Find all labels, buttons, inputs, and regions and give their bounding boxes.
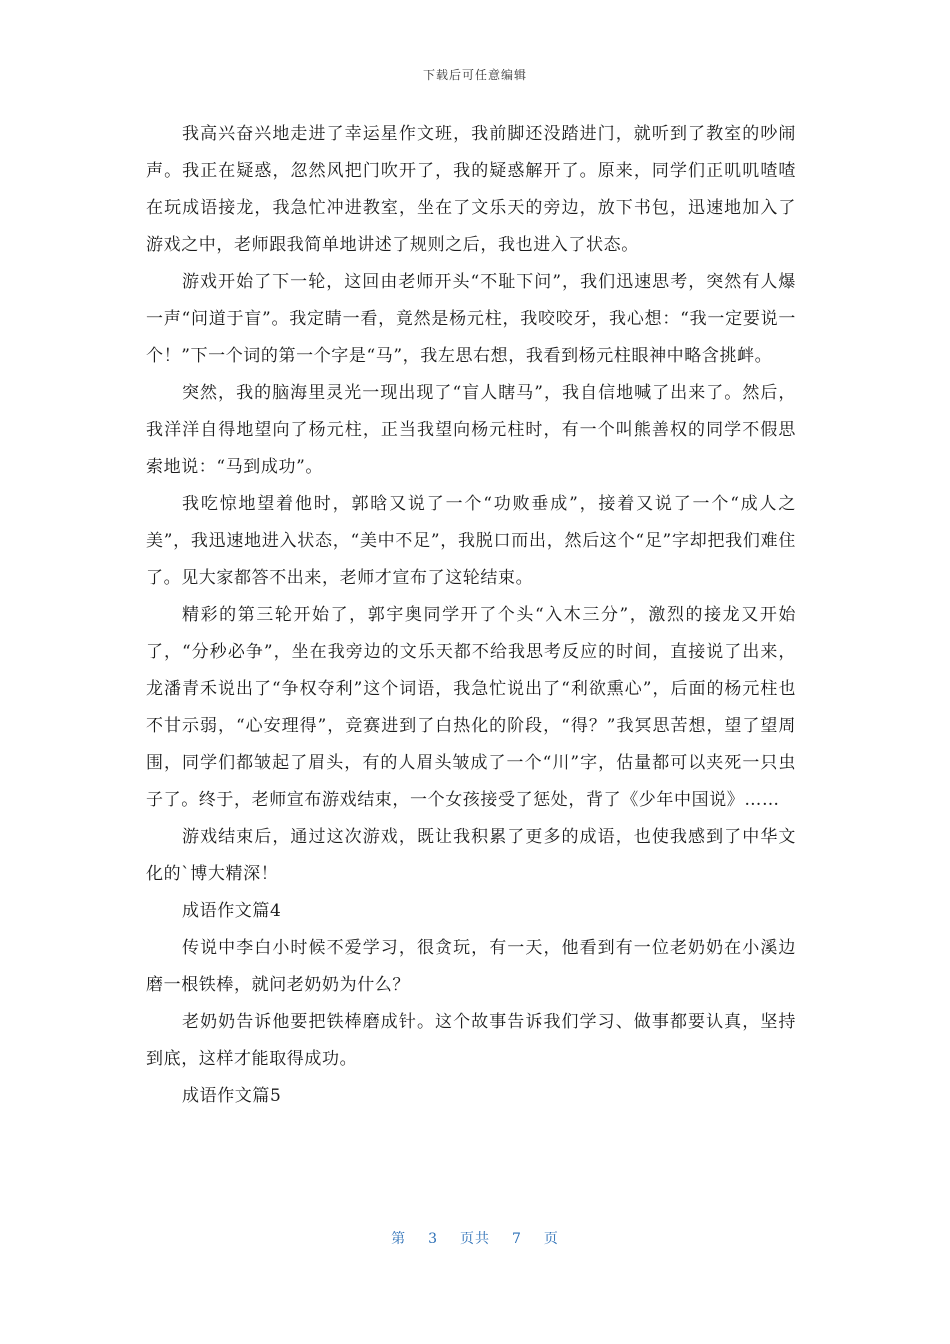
footer-total-pages: 7: [512, 1231, 522, 1247]
paragraph-5: 精彩的第三轮开始了，郭宇奥同学开了个头“入木三分”，激烈的接龙又开始了，“分秒必争”，坐在我旁边的文乐天都不给我思考反应的时间，直接说了出来，龙潘青禾说出了“争权夺利”这个词语，我急忙说出了“利欲熏心”，后面的杨元柱也不甘示弱，“心安理得”，竞赛进到了白热化的阶段，“得？”我冥思苦想，望了望周围，同学们都皱起了眉头，有的人眉头皱成了一个“川”字，估量都可以夹死一只虫子了。终于，老师宣布游戏结束，一个女孩接受了惩处，背了《少年中国说》……: [146, 605, 796, 810]
paragraph-7: 传说中李白小时候不爱学习，很贪玩，有一天，他看到有一位老奶奶在小溪边磨一根铁棒，就问老奶奶为什么？: [146, 938, 796, 995]
footer-page-number: 3: [428, 1231, 438, 1247]
paragraph-2: 游戏开始了下一轮，这回由老师开头“不耻下问”，我们迅速思考，突然有人爆一声“问道于盲”。我定睛一看，竟然是杨元柱，我咬咬牙，我心想：“我一定要说一个！”下一个词的第一个字是“马”，我左思右想，我看到杨元柱眼神中略含挑衅。: [146, 272, 796, 366]
footer-middle: 页共: [460, 1231, 490, 1247]
paragraph-8: 老奶奶告诉他要把铁棒磨成针。这个故事告诉我们学习、做事都要认真，坚持到底，这样才能取得成功。: [146, 1012, 796, 1069]
paragraph-4: 我吃惊地望着他时，郭晗又说了一个“功败垂成”，接着又说了一个“成人之美”，我迅速地进入状态，“美中不足”，我脱口而出，然后这个“足”字却把我们难住了。见大家都答不出来，老师才宣布了这轮结束。: [146, 494, 796, 588]
paragraph-3: 突然，我的脑海里灵光一现出现了“盲人瞎马”，我自信地喊了出来了。然后，我洋洋自得地望向了杨元柱，正当我望向杨元柱时，有一个叫熊善权的同学不假思索地说：“马到成功”。: [146, 383, 796, 477]
header-note: 下载后可任意编辑: [422, 68, 527, 82]
page-footer: [0, 1228, 950, 1248]
document-body: [146, 116, 796, 1115]
paragraph-6: 游戏结束后，通过这次游戏，既让我积累了更多的成语，也使我感到了中华文化的`博大精深！: [146, 827, 796, 884]
footer-prefix: 第: [391, 1231, 407, 1247]
section-heading-4: 成语作文篇4: [182, 901, 282, 921]
footer-suffix: 页: [543, 1231, 559, 1247]
section-heading-5: 成语作文篇5: [182, 1086, 282, 1106]
paragraph-1: 我高兴奋兴地走进了幸运星作文班，我前脚还没踏进门，就听到了教室的吵闹声。我正在疑惑，忽然风把门吹开了，我的疑惑解开了。原来，同学们正叽叽喳喳在玩成语接龙，我急忙冲进教室，坐在了文乐天的旁边，放下书包，迅速地加入了游戏之中，老师跟我简单地讲述了规则之后，我也进入了状态。: [146, 124, 796, 255]
